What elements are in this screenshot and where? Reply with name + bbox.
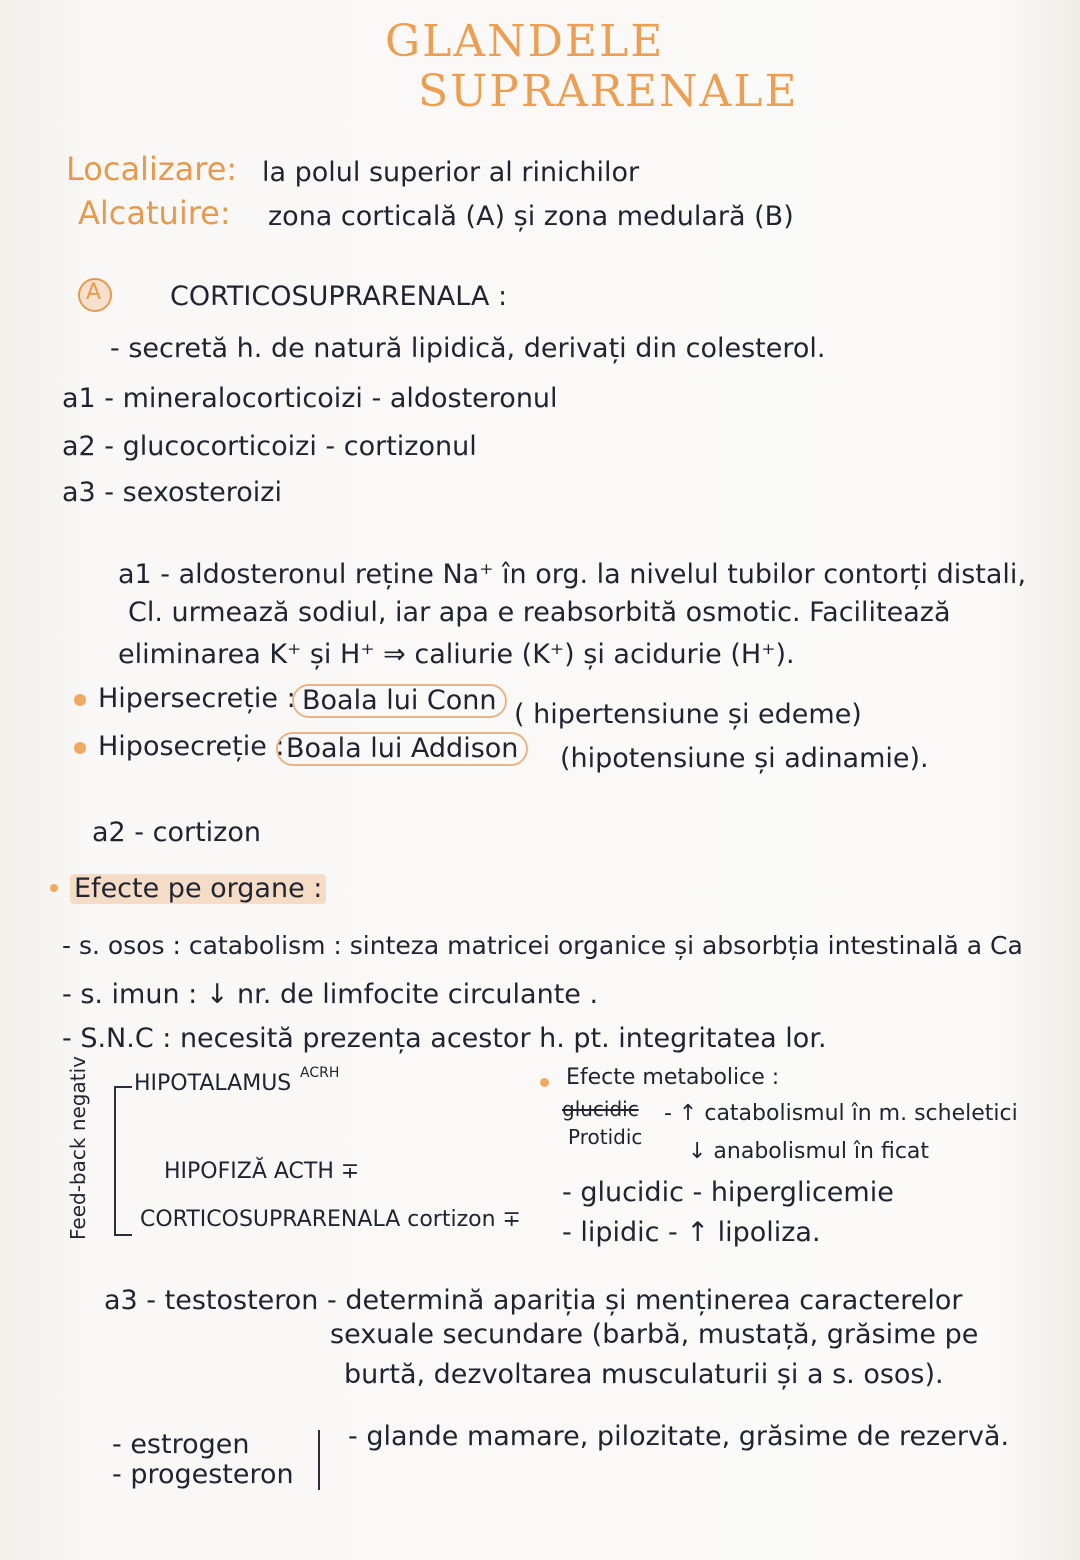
- cortizon-heading: a2 - cortizon: [92, 817, 261, 848]
- title-line-2: SUPRARENALE: [418, 66, 799, 117]
- alcatuire-label: Alcatuire:: [78, 194, 231, 232]
- localizare-label: Localizare:: [66, 150, 238, 188]
- feedback-side-label: Feed-back negativ: [66, 1056, 90, 1240]
- snc-text: - S.N.C : necesită prezența acestor h. pt. integritatea lor.: [62, 1023, 827, 1054]
- feedback-bracket: [114, 1086, 132, 1236]
- aldosteron-line-1: a1 - aldosteronul reține Na⁺ în org. la nivelul tubilor contorți distali,: [118, 559, 1027, 590]
- title-line-1: GLANDELE: [385, 16, 665, 67]
- boala-addison-badge: Boala lui Addison: [276, 732, 528, 766]
- alcatuire-text: zona corticală (A) și zona medulară (B): [268, 201, 794, 232]
- acrh-label: ACRH: [300, 1065, 340, 1081]
- a2-item: a2 - glucocorticoizi - cortizonul: [62, 431, 477, 462]
- aldosteron-line-3: eliminarea K⁺ și H⁺ ⇒ caliurie (K⁺) și acidurie (H⁺).: [118, 639, 795, 670]
- a3-item: a3 - sexosteroizi: [62, 477, 282, 508]
- bullet-icon: [50, 884, 58, 892]
- localizare-text: la polul superior al rinichilor: [262, 157, 640, 188]
- hipotalamus-label: HIPOTALAMUS: [134, 1071, 292, 1096]
- sistem-osos-text: - s. osos : catabolism : sinteza matricei organice și absorbția intestinală a Ca: [62, 931, 1023, 960]
- corticosuprarenala-label: CORTICOSUPRARENALA cortizon ∓: [140, 1207, 521, 1232]
- secreta-text: - secretă h. de natură lipidică, derivați din colesterol.: [110, 333, 826, 364]
- section-a-marker-letter: A: [86, 280, 102, 305]
- hiposecretie-label: Hiposecreție :: [98, 731, 285, 762]
- efecte-organe-label: Efecte pe organe :: [70, 874, 326, 904]
- protidic-label: Protidic: [568, 1125, 643, 1149]
- bullet-icon: [74, 694, 86, 706]
- protidic-effect-1: - ↑ catabolismul în m. scheletici: [664, 1101, 1018, 1126]
- protidic-effect-2: ↓ anabolismul în ficat: [688, 1139, 930, 1164]
- testosteron-line-1: a3 - testosteron - determină apariția și menținerea caracterelor: [104, 1285, 963, 1316]
- hiposecretie-text: (hipotensiune și adinamie).: [560, 743, 929, 774]
- corticosuprarenala-heading: CORTICOSUPRARENALA :: [170, 281, 508, 312]
- estrogen-label: - estrogen: [112, 1429, 250, 1460]
- testosteron-line-3: burtă, dezvoltarea musculaturii și a s. osos).: [344, 1359, 944, 1390]
- a1-item: a1 - mineralocorticoizi - aldosteronul: [62, 383, 558, 414]
- estrogen-progesteron-text: - glande mamare, pilozitate, grăsime de rezervă.: [348, 1421, 1010, 1452]
- testosteron-line-2: sexuale secundare (barbă, mustață, grăsime pe: [330, 1319, 979, 1350]
- sistem-imun-text: - s. imun : ↓ nr. de limfocite circulante .: [62, 979, 599, 1010]
- hipersecretie-text: ( hipertensiune și edeme): [514, 699, 862, 730]
- bullet-icon: [540, 1078, 549, 1087]
- efecte-metabolice-label: Efecte metabolice :: [566, 1065, 780, 1090]
- protidic-struck: glucidic: [562, 1097, 639, 1121]
- hipofiza-label: HIPOFIZĂ ACTH ∓: [164, 1159, 360, 1184]
- glucidic-text: - glucidic - hiperglicemie: [562, 1177, 894, 1208]
- boala-conn-badge: Boala lui Conn: [292, 684, 507, 718]
- aldosteron-line-2: Cl. urmează sodiul, iar apa e reabsorbită osmotic. Facilitează: [128, 597, 951, 628]
- hipersecretie-label: Hipersecreție :: [98, 683, 296, 714]
- group-brace: [318, 1430, 320, 1490]
- progesteron-label: - progesteron: [112, 1459, 294, 1490]
- bullet-icon: [74, 742, 86, 754]
- lipidic-text: - lipidic - ↑ lipoliza.: [562, 1217, 821, 1248]
